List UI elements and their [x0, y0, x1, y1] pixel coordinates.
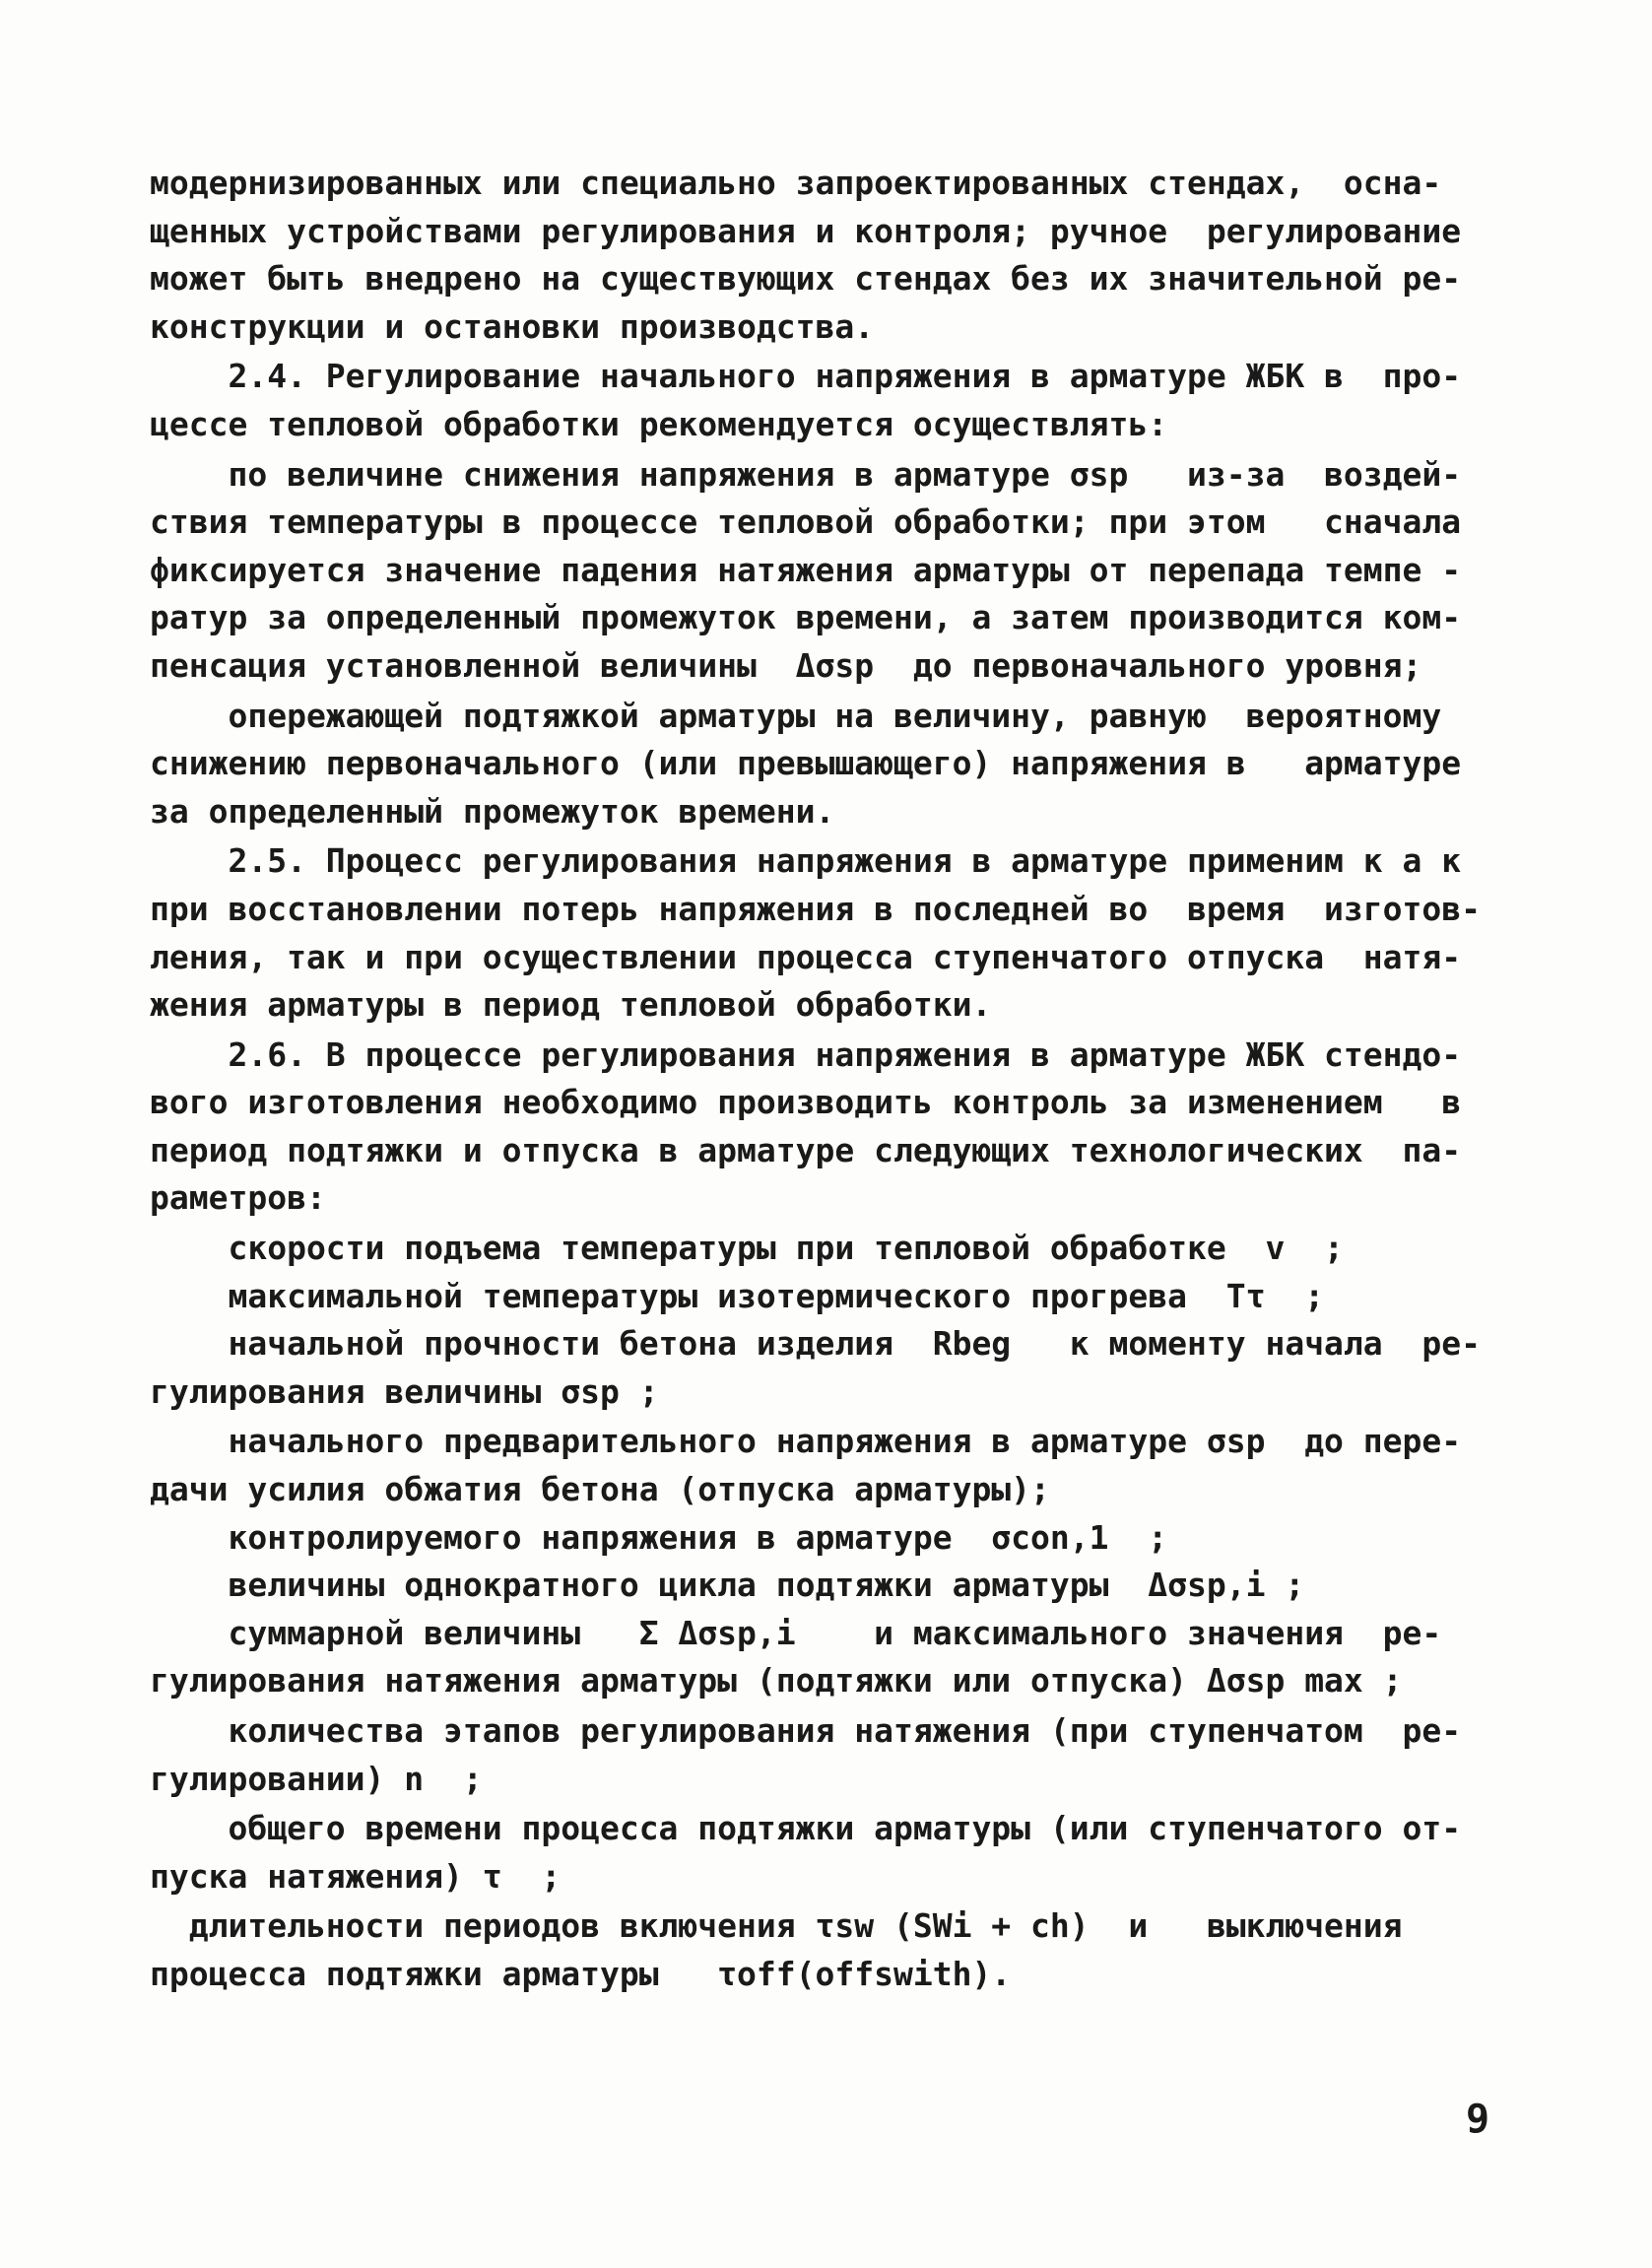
text-line: пенсация установленной величины Δσsp до первоначального уровня;	[150, 645, 1422, 685]
text-line: за определенный промежуток времени.	[150, 791, 835, 831]
paragraph-2-6: 2.6. В процессе регулирования напряжения в арматуре ЖБК стендо-	[150, 1034, 1462, 1074]
paragraph-2-5: 2.5. Процесс регулирования напряжения в арматуре применим к а к	[150, 841, 1462, 881]
text-line: по величине снижения напряжения в арматуре σsp из-за воздей-	[150, 454, 1462, 494]
text-line: цессе тепловой обработки рекомендуется осуществлять:	[150, 404, 1168, 443]
text-line: может быть внедрено на существующих стендах без их значительной ре-	[150, 259, 1462, 299]
list-item: величины однократного цикла подтяжки арматуры Δσsp,i ;	[150, 1566, 1305, 1605]
text-line: период подтяжки и отпуска в арматуре следующих технологических па-	[150, 1130, 1462, 1169]
list-item: количества этапов регулирования натяжения (при ступенчатом ре-	[150, 1711, 1462, 1750]
list-item: начального предварительного напряжения в арматуре σsp до пере-	[150, 1422, 1462, 1461]
text-line: дачи усилия обжатия бетона (отпуска арматуры);	[150, 1470, 1050, 1509]
text-line: ления, так и при осуществлении процесса ступенчатого отпуска натя-	[150, 937, 1462, 976]
text-line: гулирования величины σsp ;	[150, 1371, 659, 1411]
text-line: конструкции и остановки производства.	[150, 306, 875, 346]
text-line: снижению первоначального (или превышающего) напряжения в арматуре	[150, 744, 1462, 783]
text-line: опережающей подтяжкой арматуры на величину, равную вероятному	[150, 696, 1442, 735]
text-line: ствия температуры в процессе тепловой обработки; при этом сначала	[150, 502, 1462, 542]
text-line: при восстановлении потерь напряжения в последней во время изготов-	[150, 889, 1482, 928]
list-item: начальной прочности бетона изделия Rbeg к моменту начала ре-	[150, 1324, 1482, 1364]
paragraph-2-4: 2.4. Регулирование начального напряжения в арматуре ЖБК в про-	[150, 357, 1462, 396]
text-line: щенных устройствами регулирования и контроля; ручное регулирование	[150, 211, 1462, 250]
list-item: максимальной температуры изотермического прогрева Tτ ;	[150, 1276, 1325, 1315]
body-text	[150, 160, 1501, 1999]
text-line: модернизированных или специально запроектированных стендах, осна-	[150, 164, 1442, 202]
list-item: контролируемого напряжения в арматуре σcon,1 ;	[150, 1517, 1168, 1557]
list-item: длительности периодов включения τsw (SWi + ch) и выключения	[150, 1906, 1403, 1946]
text-line: жения арматуры в период тепловой обработки.	[150, 985, 992, 1025]
page-number: 9	[1466, 2097, 1490, 2142]
text-line: гулировании) n ;	[150, 1759, 483, 1798]
text-line: раметров:	[150, 1178, 326, 1218]
text-line: вого изготовления необходимо производить контроль за изменением в	[150, 1083, 1462, 1122]
text-line: фиксируется значение падения натяжения арматуры от перепада темпе -	[150, 550, 1462, 589]
list-item: скорости подъема температуры при тепловой обработке v ;	[150, 1229, 1344, 1268]
text-line: пуска натяжения) τ ;	[150, 1856, 562, 1896]
text-line: процесса подтяжки арматуры τoff(offswith).	[150, 1954, 1012, 1993]
text-line: гулирования натяжения арматуры (подтяжки или отпуска) Δσsp max ;	[150, 1661, 1403, 1701]
list-item: общего времени процесса подтяжки арматуры (или ступенчатого от-	[150, 1809, 1462, 1848]
text-line: ратур за определенный промежуток времени, а затем производится ком-	[150, 598, 1462, 637]
list-item: суммарной величины Σ Δσsp,i и максимального значения ре-	[150, 1613, 1442, 1652]
